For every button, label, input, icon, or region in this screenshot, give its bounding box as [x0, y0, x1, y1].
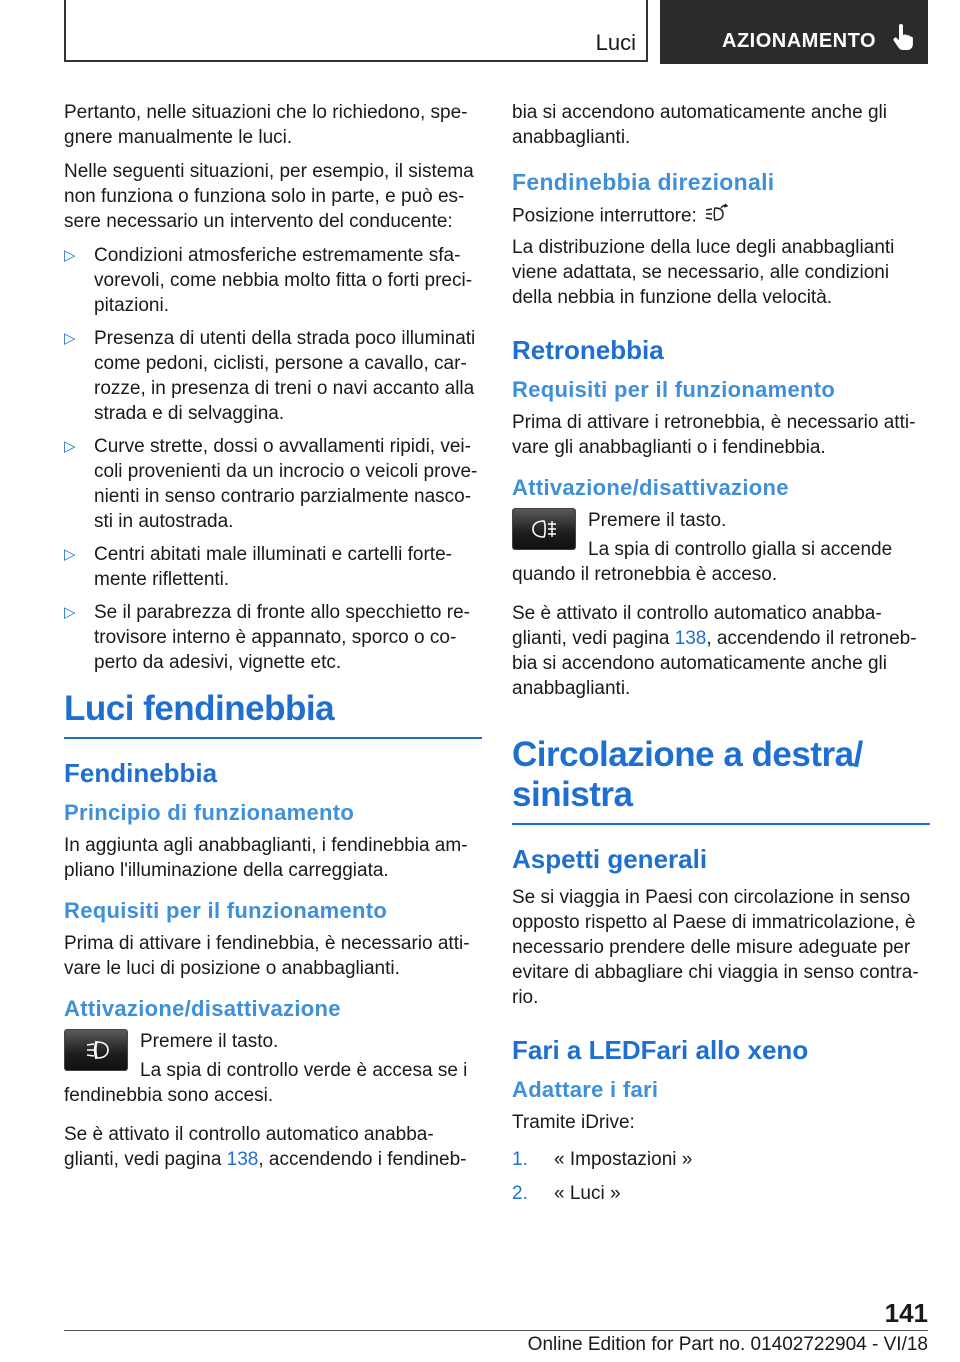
paragraph — [64, 1122, 482, 1172]
paragraph: In aggiunta agli anabbaglianti, i fendinebbia ampliano l'illuminazione della carreggiata. — [64, 835, 468, 881]
paragraph: La spia di controllo gialla si accende quando il retronebbia è acceso. — [512, 539, 893, 585]
heading-attivazione: Attivazione/disattivazione — [64, 996, 341, 1021]
rear-fog-light-icon — [512, 508, 576, 550]
list-item — [64, 542, 482, 592]
paragraph: Pertanto, nelle situazioni che lo richiedono, spegnere manualmente le luci. — [64, 102, 468, 148]
section-tab — [64, 0, 648, 62]
step-text: « Impostazioni » — [554, 1149, 693, 1170]
list-item — [512, 1147, 930, 1172]
heading-fendinebbia: Fendinebbia — [64, 758, 218, 788]
heading-circolazione: Circolazione a destra/ sinistra — [512, 735, 930, 825]
heading-attivazione: Attivazione/disattivazione — [512, 475, 789, 500]
button-instruction — [64, 1029, 482, 1108]
heading-requisiti: Requisiti per il funzionamento — [64, 898, 388, 923]
page-number: 141 — [884, 1298, 928, 1328]
paragraph: Nelle seguenti situazioni, per esempio, il sistema non funziona o funziona solo in parte, e può essere necessario un intervento del conducente: — [64, 161, 474, 232]
front-fog-light-icon — [64, 1029, 128, 1071]
list-item-text: Centri abitati male illuminati e cartelli fortemente riflettenti. — [94, 544, 452, 590]
bullet-marker: ▷ — [64, 546, 76, 563]
list-item — [512, 1181, 930, 1206]
list-item — [64, 326, 482, 426]
page-link[interactable]: 138 — [226, 1149, 259, 1170]
paragraph: bia si accendono automaticamente anche gli anabbaglianti. — [512, 102, 887, 148]
heading-fari: Fari a LEDFari allo xeno — [512, 1035, 809, 1065]
text: Se è attivato il controllo automatico anabbaglianti, vedi pagina — [64, 1124, 434, 1170]
bullet-list — [64, 243, 482, 675]
list-item-text: Presenza di utenti della strada poco illuminati come pedoni, ciclisti, persone a cavallo, carrozze, in presenza di treni o navi accanto alla strada e di selvaggina. — [94, 328, 476, 424]
step-text: « Luci » — [554, 1183, 621, 1204]
pointing-hand-icon — [892, 24, 914, 57]
heading-adattare: Adattare i fari — [512, 1077, 659, 1102]
heading-luci-fendinebbia: Luci fendinebbia — [64, 689, 482, 739]
section-label: Luci — [595, 30, 636, 55]
page-link[interactable]: 138 — [674, 628, 707, 649]
chapter-label: AZIONAMENTO — [722, 30, 877, 52]
text: , accendendo il retronebbia si accendono automaticamente anche gli anabbaglianti. — [512, 628, 917, 699]
list-item — [64, 243, 482, 318]
text: , accendendo i fendineb- — [258, 1149, 467, 1170]
footer-divider — [64, 1330, 928, 1331]
heading-principio: Principio di funzionamento — [64, 800, 355, 825]
heading-direzionali: Fendinebbia direzionali — [512, 169, 775, 195]
list-item — [64, 434, 482, 534]
paragraph: La spia di controllo verde è accesa se i fendinebbia sono accesi. — [64, 1060, 468, 1106]
heading-aspetti: Aspetti generali — [512, 844, 708, 874]
list-item — [64, 600, 482, 675]
bullet-marker: ▷ — [64, 330, 76, 347]
paragraph: Prima di attivare i fendinebbia, è necessario attivare le luci di posizione o anabbaglianti. — [64, 933, 470, 979]
step-number: 1. — [512, 1149, 528, 1170]
footer-edition: Online Edition for Part no. 01402722904 - VI/18 — [527, 1334, 928, 1355]
steps-list — [512, 1147, 930, 1206]
bullet-marker: ▷ — [64, 604, 76, 621]
list-item-text: Curve strette, dossi o avvallamenti ripidi, veicoli provenienti da un incrocio o veicoli provenienti in senso contrario parzialmente nascosti in autostrada. — [94, 436, 478, 532]
list-item-text: Condizioni atmosferiche estremamente sfavorevoli, come nebbia molto fitta o forti precipitazioni. — [94, 245, 473, 316]
text: Posizione interruttore: — [512, 205, 697, 227]
paragraph: Premere il tasto. — [140, 1031, 279, 1052]
chapter-tab — [660, 0, 928, 64]
paragraph: Se si viaggia in Paesi con circolazione in senso opposto rispetto al Paese di immatricolazione, è necessario prendere delle misure adeguate per evitare di abbagliare chi viaggia in senso contrario. — [512, 887, 919, 1008]
paragraph: Tramite iDrive: — [512, 1112, 635, 1133]
paragraph — [512, 202, 930, 231]
step-number: 2. — [512, 1183, 528, 1204]
left-column — [64, 100, 482, 1181]
paragraph: La distribuzione della luce degli anabbaglianti viene adattata, se necessario, alle condizioni della nebbia in funzione della velocità. — [512, 237, 895, 308]
paragraph: Premere il tasto. — [588, 510, 727, 531]
heading-retronebbia: Retronebbia — [512, 335, 664, 365]
button-instruction — [512, 508, 930, 587]
page-header — [64, 0, 928, 66]
fog-light-switch-icon — [703, 202, 729, 231]
right-column — [512, 100, 930, 1215]
paragraph: Prima di attivare i retronebbia, è necessario attivare gli anabbaglianti o i fendinebbia. — [512, 412, 916, 458]
list-item-text: Se il parabrezza di fronte allo specchietto retrovisore interno è appannato, sporco o coperto da adesivi, vignette etc. — [94, 602, 470, 673]
text: Se è attivato il controllo automatico anabbaglianti, vedi pagina — [512, 603, 882, 649]
bullet-marker: ▷ — [64, 247, 76, 264]
heading-requisiti: Requisiti per il funzionamento — [512, 377, 836, 402]
bullet-marker: ▷ — [64, 438, 76, 455]
paragraph — [512, 601, 930, 701]
